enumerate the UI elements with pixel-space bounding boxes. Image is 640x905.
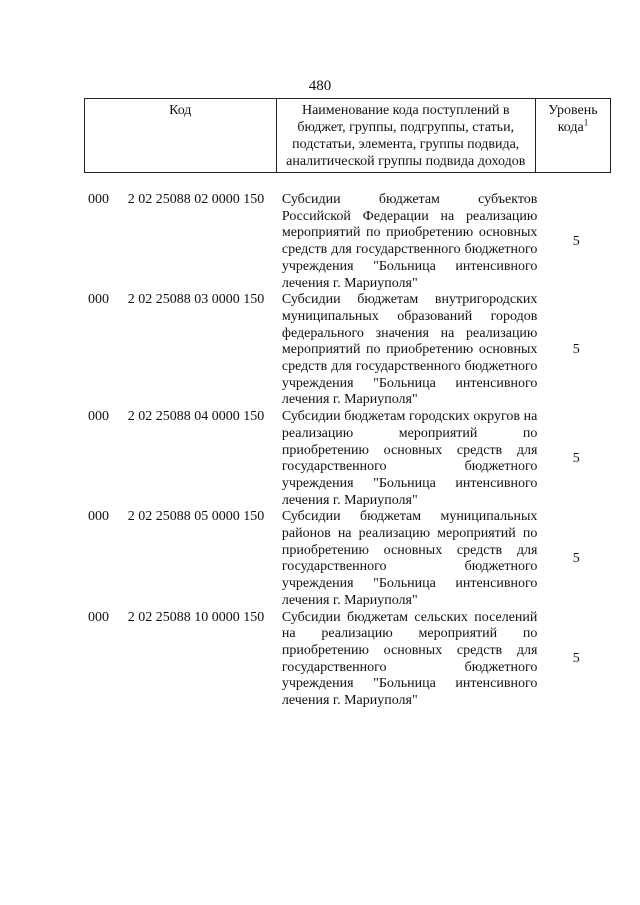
table-row — [84, 292, 611, 409]
header-level — [535, 99, 610, 173]
row-admin-code: 000 — [88, 409, 109, 425]
row-code-level: 5 — [572, 342, 580, 358]
row-code-level: 5 — [572, 551, 580, 567]
row-revenue-name: Субсидии бюджетам городских округов на реализацию мероприятий по приобретению основных средств для государственного бюджетного учреждения "Больница интенсивного лечения г. Мариуполя" — [281, 409, 538, 508]
table-body — [84, 192, 611, 710]
table-row — [84, 409, 611, 509]
row-revenue-code: 2 02 25088 03 0000 150 — [127, 292, 265, 308]
table-header — [84, 98, 611, 173]
table-row — [84, 610, 611, 710]
row-admin-code: 000 — [88, 292, 109, 308]
row-revenue-code: 2 02 25088 05 0000 150 — [127, 509, 265, 525]
row-revenue-name: Субсидии бюджетам внутригородских муниципальных образований городов федерального значения на реализацию мероприятий по приобретению основных средств для государственного бюджетного учреждения "Больница интенсивного лечения г. Мариуполя" — [281, 292, 538, 408]
row-revenue-code: 2 02 25088 04 0000 150 — [127, 409, 265, 425]
header-code: Код — [85, 99, 277, 173]
row-revenue-name: Субсидии бюджетам муниципальных районов на реализацию мероприятий по приобретению основных средств для государственного бюджетного учреждения "Больница интенсивного лечения г. Мариуполя" — [281, 509, 538, 608]
row-admin-code: 000 — [88, 609, 109, 625]
row-code-level: 5 — [572, 651, 580, 667]
row-revenue-name: Субсидии бюджетам сельских поселений на реализацию мероприятий по приобретению основных средств для государственного бюджетного учреждения "Больница интенсивного лечения г. Мариуполя" — [281, 609, 538, 709]
table-row — [84, 192, 611, 292]
row-admin-code: 000 — [88, 192, 109, 207]
row-code-level: 5 — [572, 450, 580, 466]
row-revenue-code: 2 02 25088 02 0000 150 — [127, 192, 265, 207]
table-row — [84, 509, 611, 609]
row-code-level: 5 — [572, 233, 580, 249]
row-revenue-code: 2 02 25088 10 0000 150 — [127, 609, 265, 625]
footnote-mark: 1 — [583, 117, 589, 128]
header-name: Наименование кода поступлений в бюджет, группы, подгруппы, статьи, подстатьи, элемента, группы подвида, аналитической группы подвида доходов — [276, 99, 535, 173]
row-admin-code: 000 — [88, 509, 109, 525]
header-level-label: Уровень кода — [548, 103, 598, 135]
page-number: 480 — [308, 78, 332, 94]
row-revenue-name: Субсидии бюджетам субъектов Российской Федерации на реализацию мероприятий по приобретению основных средств для государственного бюджетного учреждения "Больница интенсивного лечения г. Мариуполя" — [281, 192, 538, 291]
